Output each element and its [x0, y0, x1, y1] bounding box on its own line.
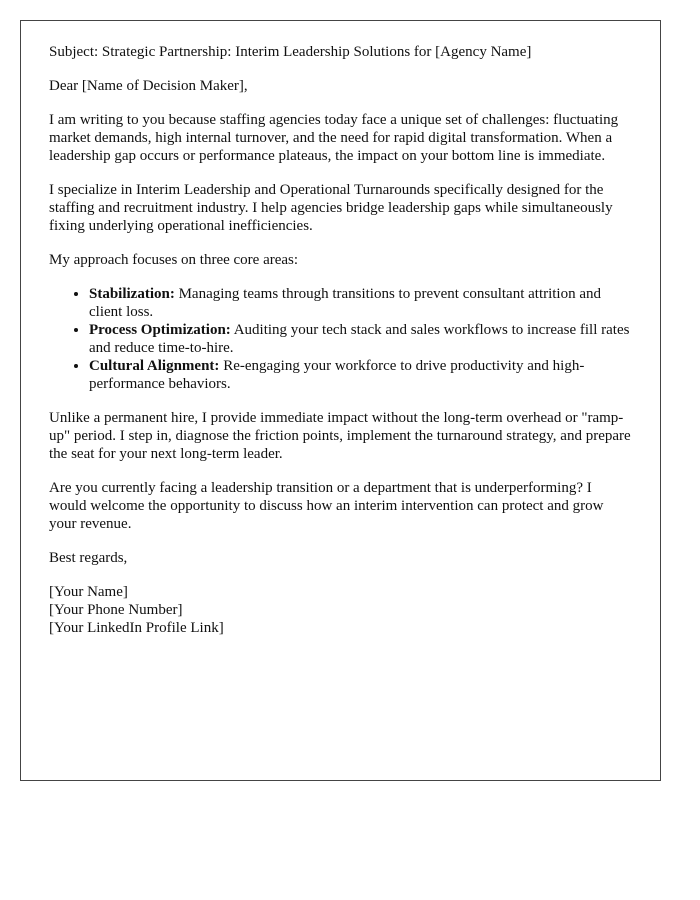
- signature-phone: [Your Phone Number]: [49, 602, 183, 618]
- salutation: Dear [Name of Decision Maker],: [49, 78, 248, 94]
- approach-paragraph: My approach focuses on three core areas:: [49, 252, 299, 268]
- core-areas-list: [49, 285, 632, 393]
- specialization-paragraph: I specialize in Interim Leadership and Operational Turnarounds specifically designed for the staffing and recruitment industry. I help agencies bridge leadership gaps while simultaneously fixing underlying operational inefficiencies.: [49, 182, 613, 234]
- list-item: [89, 285, 632, 321]
- signature-linkedin: [Your LinkedIn Profile Link]: [49, 620, 224, 636]
- subject-line: Subject: Strategic Partnership: Interim Leadership Solutions for [Agency Name]: [49, 44, 532, 60]
- list-item: [89, 321, 632, 357]
- list-item-text: Managing teams through transitions to prevent consultant attrition and client loss.: [89, 286, 602, 320]
- list-item: [89, 357, 632, 393]
- list-item-title: Process Optimization:: [89, 322, 231, 338]
- value-paragraph: Unlike a permanent hire, I provide immediate impact without the long-term overhead or "ramp-up" period. I step in, diagnose the friction points, implement the turnaround strategy, and prepare the seat for your next long-term leader.: [49, 410, 631, 462]
- list-item-title: Cultural Alignment:: [89, 358, 220, 374]
- call-to-action-paragraph: Are you currently facing a leadership transition or a department that is underperforming? I would welcome the opportunity to discuss how an interim intervention can protect and grow your revenue.: [49, 480, 604, 532]
- signature-name: [Your Name]: [49, 584, 128, 600]
- list-item-text: Re-engaging your workforce to drive productivity and high-performance behaviors.: [89, 358, 585, 392]
- letter-document: [20, 20, 661, 781]
- intro-paragraph: I am writing to you because staffing agencies today face a unique set of challenges: fluctuating market demands, high internal turnover, and the need for rapid digital transformation. When a leadership gap occurs or performance plateaus, the impact on your bottom line is immediate.: [49, 112, 619, 164]
- list-item-text: Auditing your tech stack and sales workflows to increase fill rates and reduce time-to-hire.: [89, 322, 630, 356]
- signature-block: [49, 583, 632, 637]
- signoff: Best regards,: [49, 550, 128, 566]
- list-item-title: Stabilization:: [89, 286, 175, 302]
